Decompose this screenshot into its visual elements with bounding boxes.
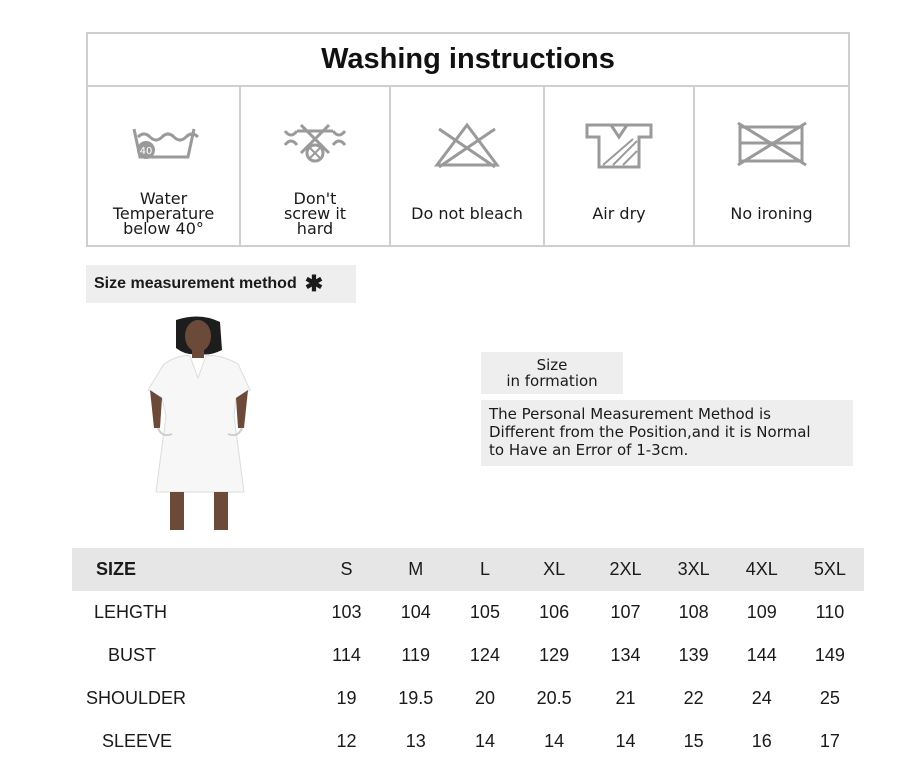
- table-cell: 14: [544, 731, 565, 751]
- table-cell: 21: [615, 688, 636, 708]
- table-cell: 104: [400, 602, 431, 622]
- wash-item-no-bleach: [391, 87, 545, 247]
- table-row: [72, 720, 864, 763]
- no-wring-icon: [275, 117, 355, 173]
- size-information-tag: Size in formation: [481, 352, 623, 394]
- asterisk-icon: ✱: [304, 271, 324, 296]
- table-cell: 139: [678, 645, 709, 665]
- table-cell: 14: [474, 731, 495, 751]
- size-measurement-heading: [86, 265, 356, 303]
- table-cell: 19.5: [398, 688, 434, 708]
- wash-label-no-bleach: Do not bleach: [411, 204, 523, 223]
- table-cell: 24: [751, 688, 772, 708]
- table-header-row: [72, 548, 864, 591]
- no-ironing-icon: [732, 117, 812, 173]
- model-photo: [140, 316, 260, 530]
- table-row: [72, 677, 864, 720]
- wash-temp-text: 40: [139, 146, 152, 157]
- table-header-cell: 2XL: [609, 559, 642, 579]
- row-label: BUST: [108, 645, 157, 665]
- table-cell: 119: [401, 645, 431, 665]
- table-header-cell: 3XL: [677, 559, 710, 579]
- wash-item-air-dry: [545, 87, 695, 247]
- wash-item-no-ironing: [695, 87, 848, 247]
- row-label: SHOULDER: [86, 688, 187, 708]
- table-cell: 22: [683, 688, 704, 708]
- table-cell: 134: [610, 645, 641, 665]
- table-header-cell: M: [408, 559, 424, 579]
- table-row: [72, 591, 864, 634]
- table-cell: 108: [678, 602, 709, 622]
- table-cell: 14: [615, 731, 636, 751]
- table-row: [72, 634, 864, 677]
- table-cell: 105: [469, 602, 500, 622]
- table-cell: 17: [819, 731, 840, 751]
- table-cell: 109: [746, 602, 777, 622]
- table-cell: 16: [751, 731, 772, 751]
- table-cell: 144: [746, 645, 777, 665]
- row-label: LEHGTH: [94, 602, 168, 622]
- no-bleach-icon: [427, 117, 507, 173]
- table-cell: 107: [610, 602, 641, 622]
- table-cell: 149: [814, 645, 845, 665]
- table-cell: 13: [405, 731, 426, 751]
- table-header-cell: 4XL: [745, 559, 778, 579]
- air-dry-icon: [579, 117, 659, 173]
- wash-label-temperature: Water Temperature below 40°: [112, 189, 215, 238]
- table-header-cell: XL: [543, 559, 566, 579]
- table-header-cell: 5XL: [813, 559, 846, 579]
- wash-label-air-dry: Air dry: [592, 204, 646, 223]
- wash-item-no-wring: [241, 87, 391, 247]
- table-header-cell: SIZE: [96, 559, 137, 579]
- washing-instructions-panel: [86, 32, 850, 247]
- wash-item-temperature: [88, 87, 241, 247]
- table-cell: 20.5: [536, 688, 572, 708]
- wash-40-icon: [124, 117, 204, 173]
- wash-label-no-ironing: No ironing: [730, 204, 813, 223]
- table-cell: 12: [336, 731, 357, 751]
- table-cell: 19: [336, 688, 357, 708]
- table-header-cell: L: [479, 559, 490, 579]
- size-chart-table: [72, 548, 864, 763]
- size-measurement-title: Size measurement method: [94, 275, 297, 292]
- table-cell: 110: [815, 602, 845, 622]
- table-cell: 124: [469, 645, 500, 665]
- table-cell: 114: [332, 645, 361, 665]
- measurement-note: The Personal Measurement Method is Different from the Position,and it is Normal to Have an Error of 1-3cm.: [481, 400, 853, 466]
- table-cell: 20: [474, 688, 495, 708]
- table-cell: 106: [539, 602, 570, 622]
- table-header-cell: S: [340, 559, 353, 579]
- wash-label-no-wring: Don't screw it hard: [283, 189, 347, 238]
- table-cell: 15: [683, 731, 704, 751]
- table-cell: 129: [539, 645, 570, 665]
- table-cell: 25: [819, 688, 840, 708]
- washing-title: Washing instructions: [88, 34, 848, 87]
- row-label: SLEEVE: [102, 731, 173, 751]
- table-cell: 103: [331, 602, 362, 622]
